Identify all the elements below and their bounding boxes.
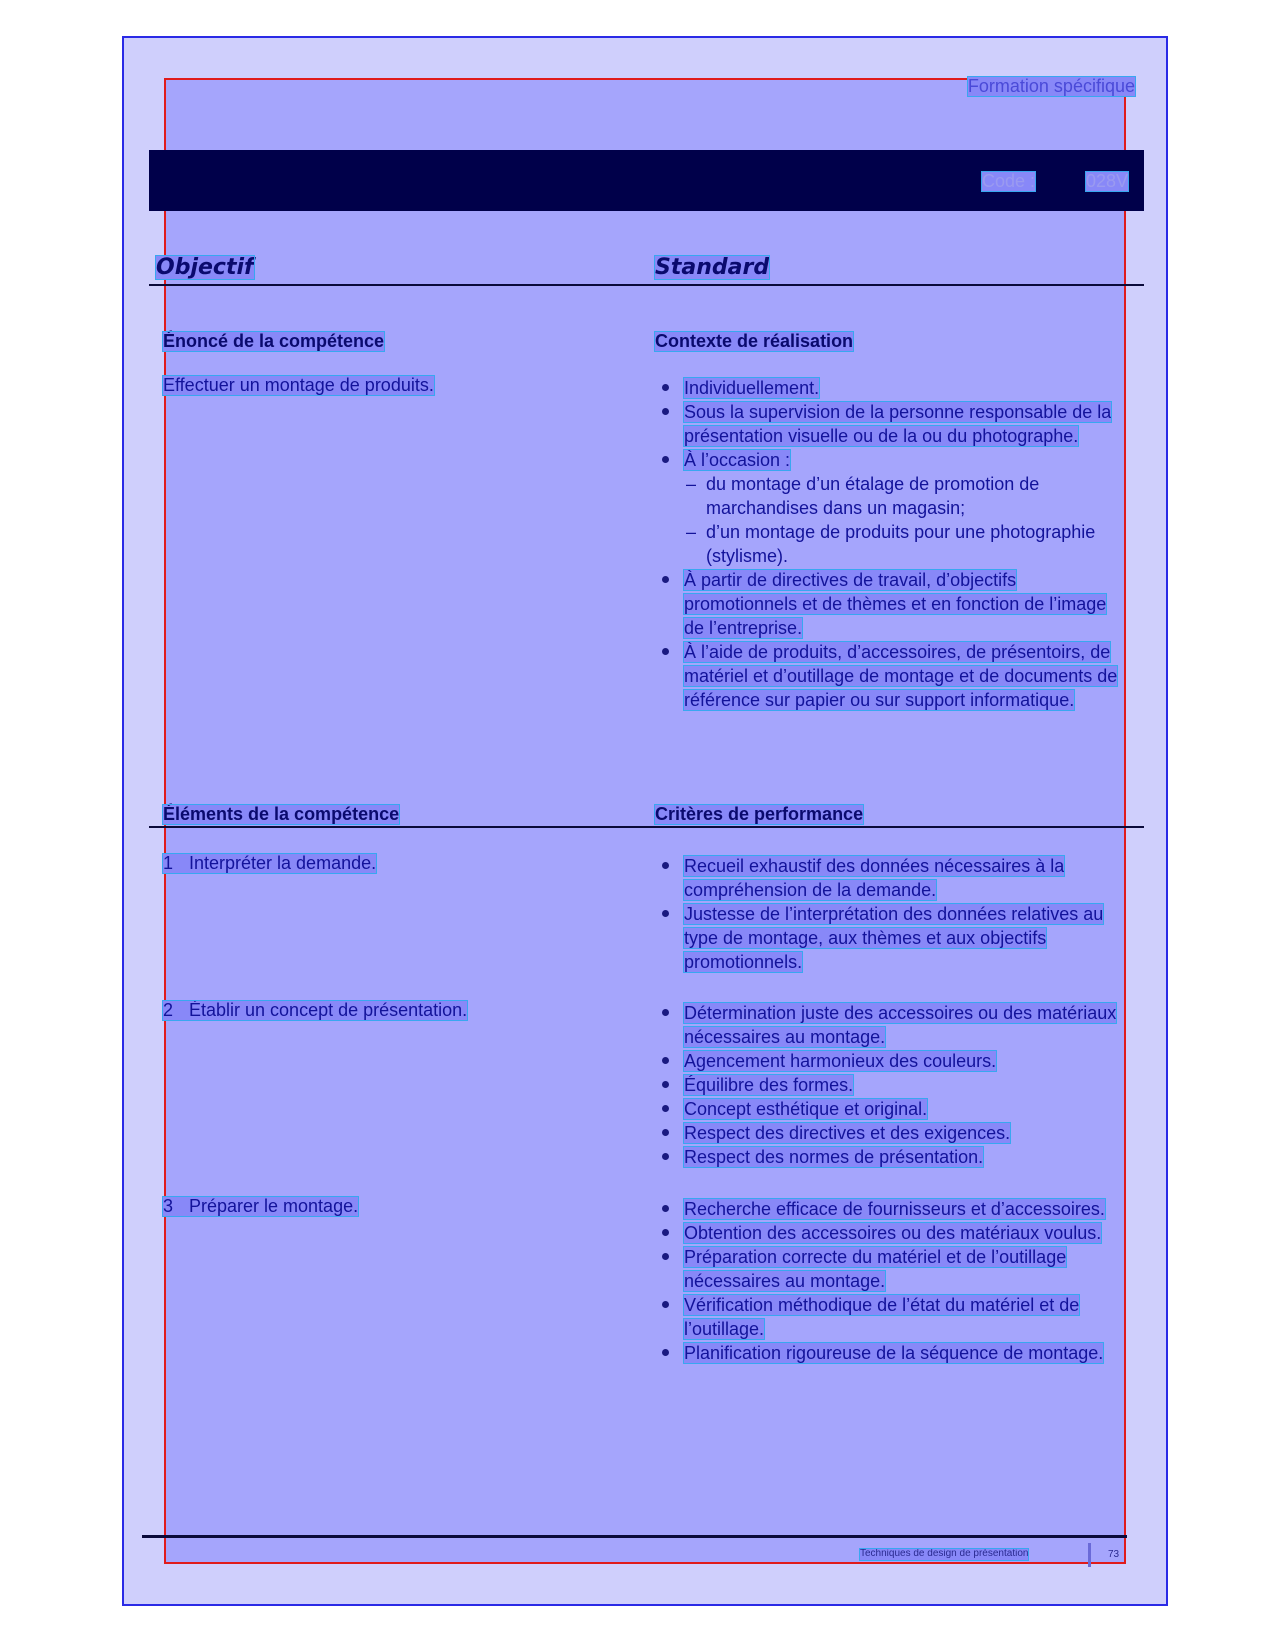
criteria-list-2 <box>660 1001 1130 1169</box>
element-2: 2 Établir un concept de présentation. <box>163 1000 468 1020</box>
list-item: Agencement harmonieux des couleurs. <box>660 1049 1130 1073</box>
criteres-title: Critères de performance <box>655 804 864 824</box>
section-rule <box>149 826 1144 828</box>
list-item: – du montage d’un étalage de promotion de marchandises dans un magasin; <box>684 472 1130 520</box>
element-1: 1 Interpréter la demande. <box>163 853 377 873</box>
list-item: Détermination juste des accessoires ou des matériaux nécessaires au montage. <box>660 1001 1130 1049</box>
list-item: À l’aide de produits, d’accessoires, de présentoirs, de matériel et d’outillage de montage et de documents de référence sur papier ou sur support informatique. <box>660 640 1130 712</box>
list-item: Concept esthétique et original. <box>660 1097 1130 1121</box>
footer-title: Techniques de design de présentation <box>860 1548 1029 1559</box>
column-header-objectif: Objectif <box>156 255 254 280</box>
list-item: Préparation correcte du matériel et de l’outillage nécessaires au montage. <box>660 1245 1130 1293</box>
element-3: 3 Préparer le montage. <box>163 1196 359 1216</box>
contexte-title: Contexte de réalisation <box>655 331 854 351</box>
elements-title: Éléments de la compétence <box>163 804 400 824</box>
list-item: Recherche efficace de fournisseurs et d’accessoires. <box>660 1197 1130 1221</box>
footer-separator <box>1088 1543 1091 1567</box>
list-item: Recueil exhaustif des données nécessaires à la compréhension de la demande. <box>660 854 1130 902</box>
list-item: Planification rigoureuse de la séquence de montage. <box>660 1341 1130 1365</box>
column-header-standard: Standard <box>655 255 770 280</box>
list-item: Respect des normes de présentation. <box>660 1145 1130 1169</box>
list-item: Respect des directives et des exigences. <box>660 1121 1130 1145</box>
code-value: 028V <box>1086 171 1129 191</box>
criteria-list-3 <box>660 1197 1130 1365</box>
list-item: Individuellement. <box>660 376 1130 400</box>
list-item: À partir de directives de travail, d’objectifs promotionnels et de thèmes et en fonction de l’image de l’entreprise. <box>660 568 1130 640</box>
list-item: Vérification méthodique de l’état du matériel et de l’outillage. <box>660 1293 1130 1341</box>
header-rule <box>149 284 1144 286</box>
page-number: 73 <box>1108 1549 1120 1560</box>
formation-label: Formation spécifique <box>967 76 1135 96</box>
context-list <box>660 376 1130 712</box>
list-item: Justesse de l’interprétation des données relatives au type de montage, aux thèmes et aux objectifs promotionnels. <box>660 902 1130 974</box>
enonce-title: Énoncé de la compétence <box>163 331 385 351</box>
list-item: À l’occasion : – du montage d’un étalage de promotion de marchandises dans un magasin; – d’un montage de produits pour une photographie (stylisme). <box>660 448 1130 568</box>
list-item: Équilibre des formes. <box>660 1073 1130 1097</box>
competence-statement: Effectuer un montage de produits. <box>163 375 434 395</box>
list-item: – d’un montage de produits pour une photographie (stylisme). <box>684 520 1130 568</box>
list-item: Obtention des accessoires ou des matériaux voulus. <box>660 1221 1130 1245</box>
occasion-sublist <box>684 472 1130 568</box>
footer-rule <box>142 1535 1127 1538</box>
list-item: Sous la supervision de la personne responsable de la présentation visuelle ou de la ou du photographe. <box>660 400 1130 448</box>
criteria-list-1 <box>660 854 1130 974</box>
code-label: Code : <box>982 171 1036 191</box>
